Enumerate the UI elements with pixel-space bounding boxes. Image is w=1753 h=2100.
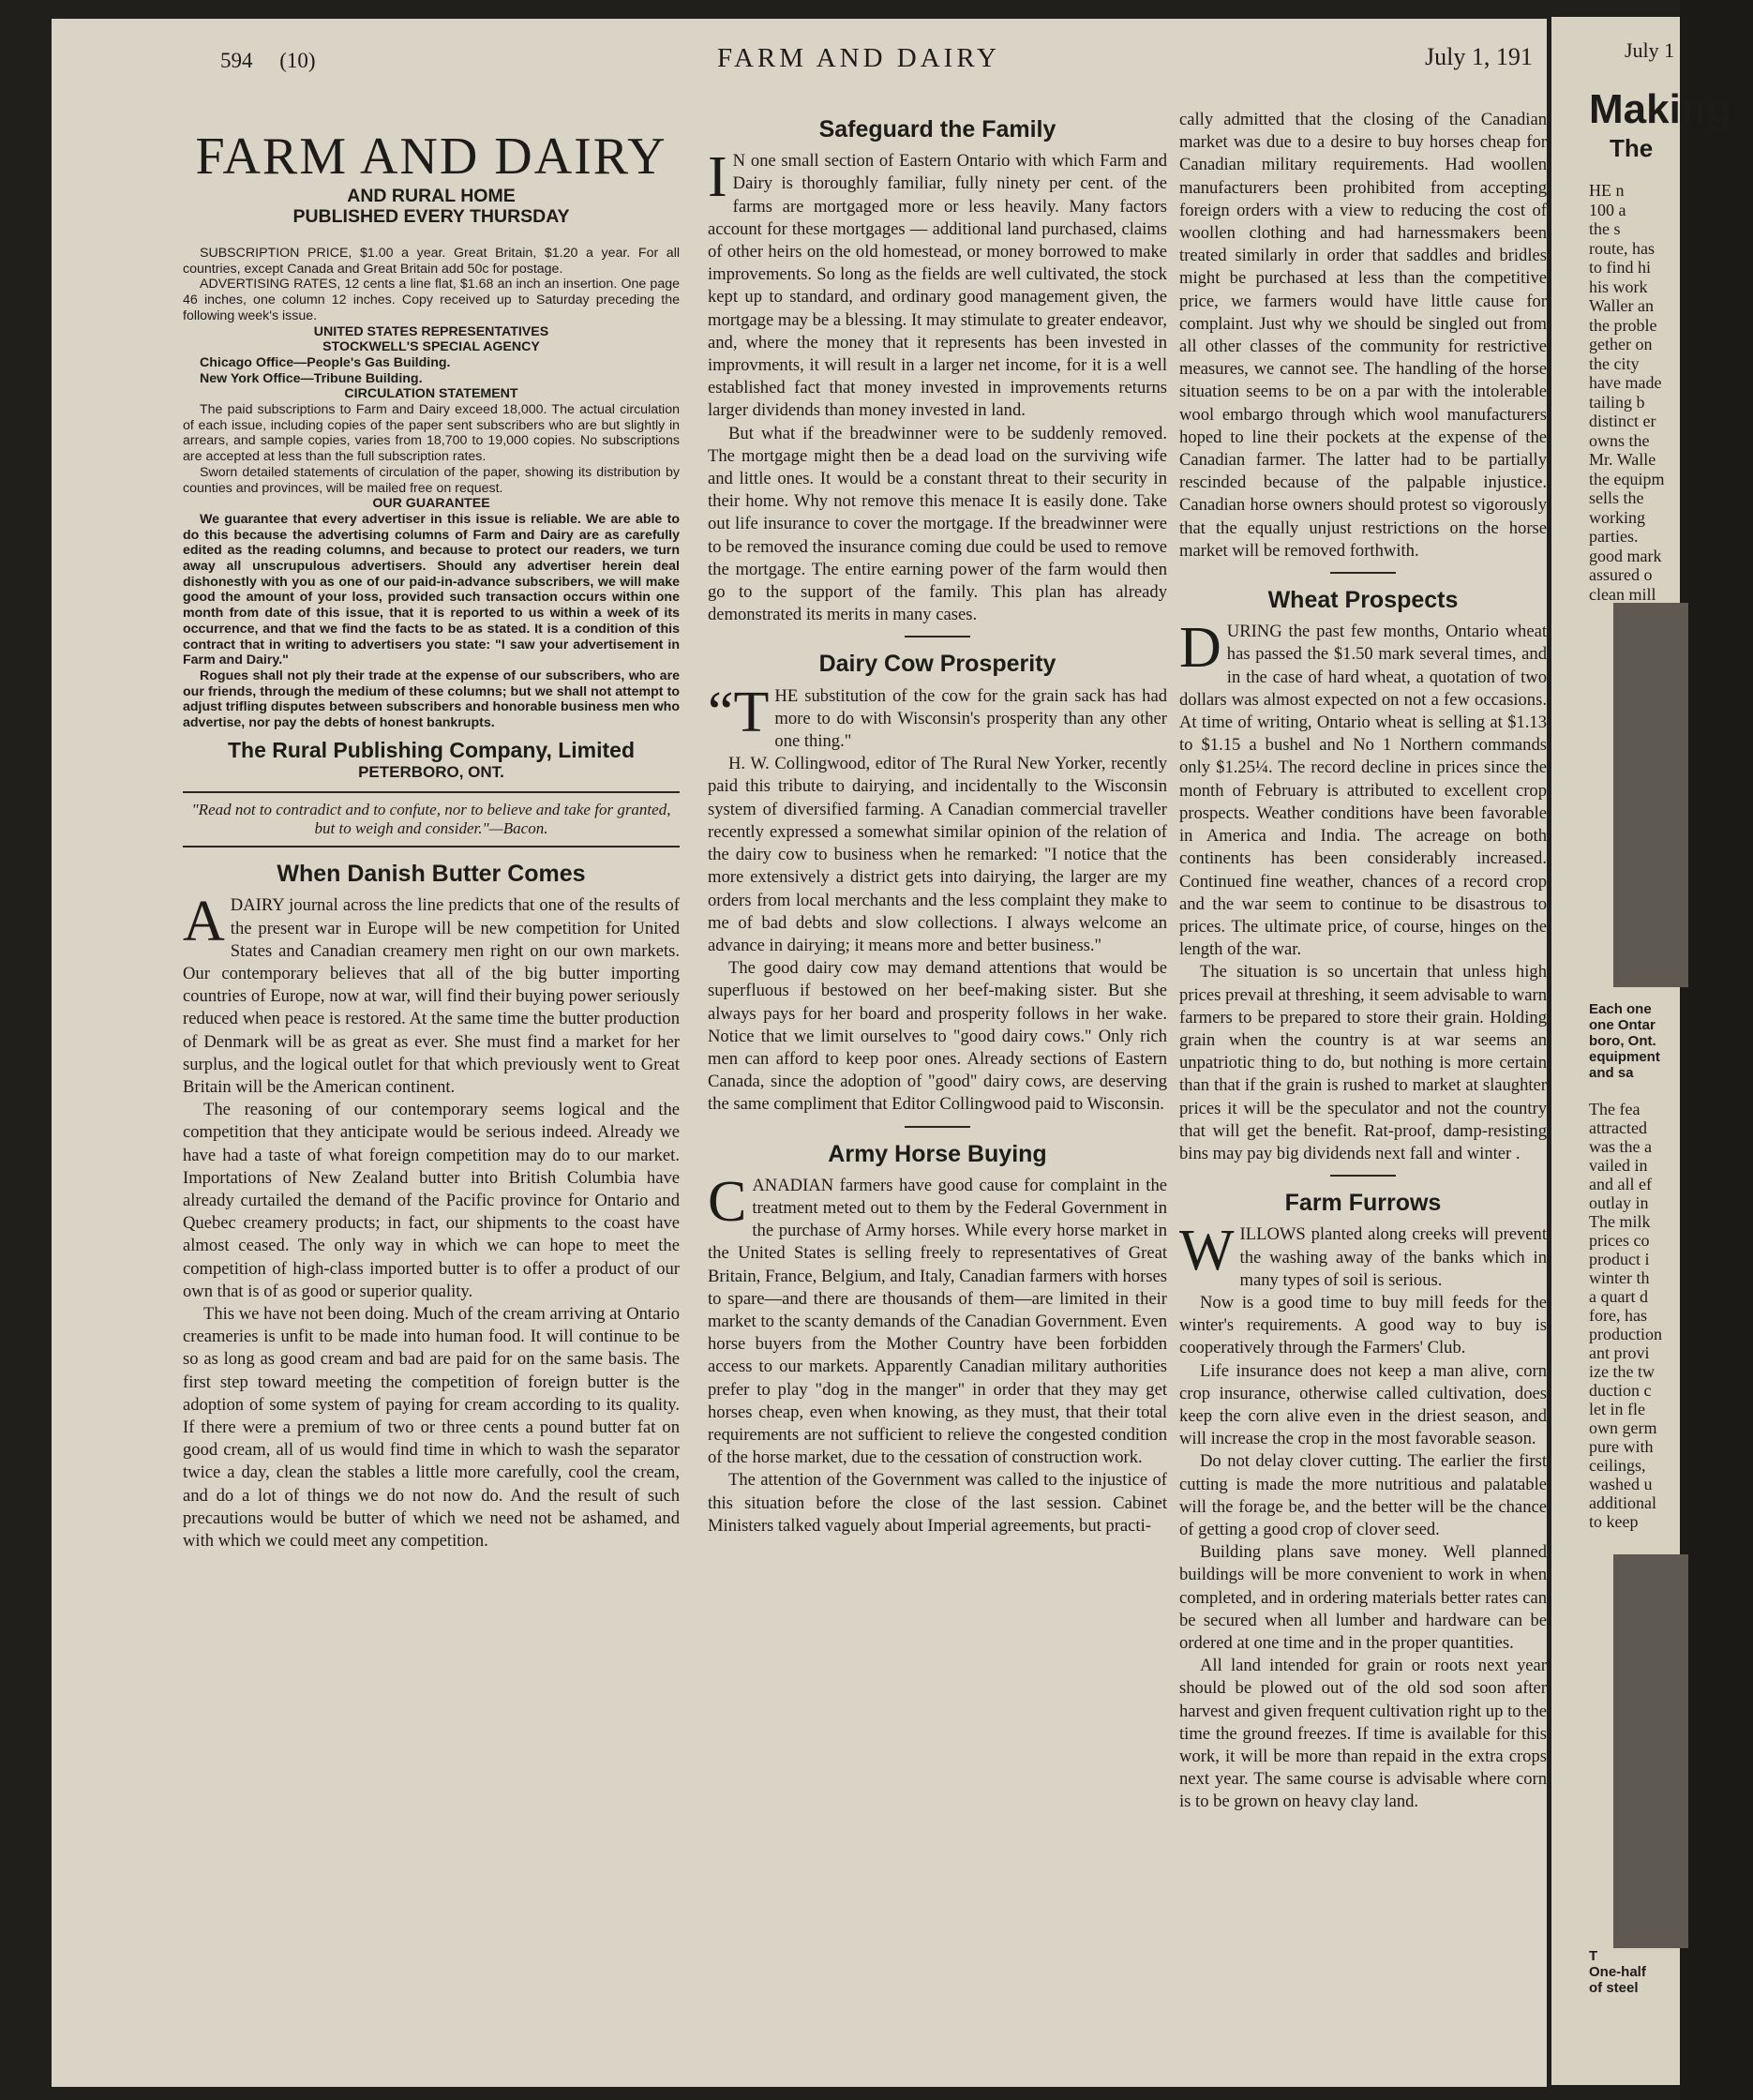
advertising-text: ADVERTISING RATES, 12 cents a line flat, $1.68 an inch an insertion. One page 46 inches, one column 12 inches. Copy received up to Saturday preceding the following week's issue. [183, 277, 680, 323]
publisher-name: The Rural Publishing Company, Limited [227, 737, 636, 762]
text-line: HE n [1589, 181, 1625, 200]
text-line: a quart d [1589, 1287, 1648, 1306]
text-line: owns the [1589, 430, 1650, 450]
text-line: tailing b [1589, 392, 1645, 412]
text-line: the s [1589, 219, 1621, 238]
text-line: clean mill [1589, 584, 1656, 604]
column-3 [1179, 109, 1547, 1814]
armyhorse-para-1: CANADIAN farmers have good cause for complaint in the treatment meted out to them by the Federal Government in the purchase of Army horses. While every horse market in the United States is selling freely to representatives of Great Britain, France, Belgium, and Italy, Canadian farmers with horses to spare—and there are thousands of them—are limited in their market to the scanty demands of the Canadian Government. Even horse buyers from the Mother Country have been forbidden access to our markets. Apparently Canadian military authorities prefer to play "dog in the manger" in order that they may get horses cheap, even when knowing, as they must, that their total requirements are not sufficient to relieve the congested condition of the horse market, due to the cessation of construction work. [708, 1169, 1167, 1468]
text-line: to find hi [1589, 258, 1651, 277]
text-line: gether on [1589, 335, 1653, 353]
wheat-para-1: DURING the past few months, Ontario wheat has passed the $1.50 mark several times, and in the case of hard wheat, a quotation of two dollars was almost expected on not a few occasions. At time of writing, Ontario wheat is selling at $1.13 to $1.15 a bushel and No 1 Northern commands only $1.25¼. The record decline in prices since the month of February is attributed to excellent crop prospects. Weather conditions have been favorable in America and India. The acreage on both continents has been considerably increased. Continued fine weather, chances of a record crop and the war seem to continue to be disastrous to prices. The ultimate price, of course, hinges on the length of the war. [1179, 616, 1547, 960]
adjacent-photo-1 [1613, 603, 1688, 987]
text-line: fore, has [1589, 1306, 1647, 1325]
furrows-heading: Farm Furrows [1284, 1190, 1442, 1217]
bacon-quote: "Read not to contradict and to confute, nor to believe and take for granted, but to weigh and consider."—Bacon. [183, 791, 680, 848]
circulation-heading: CIRCULATION STATEMENT [344, 386, 518, 402]
dairycow-heading: Dairy Cow Prosperity [818, 651, 1056, 678]
section-rule [1330, 1175, 1396, 1177]
text-line: good mark [1589, 546, 1662, 565]
drop-cap: C [708, 1169, 747, 1234]
adjacent-caption-2 [1589, 1948, 1717, 1996]
furrows-para-4: Do not delay clover cutting. The earlier the first cutting is made the more nutritious and palatable will the forage be, and the better will be the chance of getting a good crop of clover seed. [1179, 1451, 1547, 1539]
running-title: FARM AND DAIRY [717, 43, 1001, 73]
text-line: route, has [1589, 238, 1655, 258]
text-line: product i [1589, 1250, 1650, 1268]
text-line: ant provi [1589, 1343, 1650, 1362]
chicago-office: Chicago Office—People's Gas Building. [200, 354, 451, 370]
armyhorse-heading: Army Horse Buying [828, 1140, 1047, 1167]
danish-heading: When Danish Butter Comes [277, 861, 586, 888]
text-line: 100 a [1589, 200, 1626, 219]
text-line: one Ontar [1589, 1017, 1656, 1033]
section-rule [905, 1126, 970, 1128]
masthead-details [183, 246, 680, 731]
text-line: to keep [1589, 1512, 1639, 1531]
text-line: let in fle [1589, 1400, 1645, 1418]
armyhorse-para-2: The attention of the Government was called to the injustice of this situation before the close of the last session. Cabinet Ministers talked vaguely about Imperial agreements, but practi- [708, 1470, 1167, 1536]
dairycow-para-1: “THE substitution of the cow for the grain sack has had more to do with Wisconsin's prosperity than any other one thing." [708, 680, 1167, 752]
circulation-text-2: Sworn detailed statements of circulation of the paper, showing its distribution by counties and provinces, will be mailed free on request. [183, 464, 680, 496]
drop-cap: A [183, 890, 225, 954]
furrows-para-1: WILLOWS planted along creeks will prevent the washing away of the banks which in many types of soil is serious. [1179, 1219, 1547, 1290]
guarantee-text-2: Rogues shall not ply their trade at the expense of our subscribers, who are our friends, through the medium of these columns; but we shall not attempt to adjust trifling disputes between subscribers and honorable business men who advertise, nor pay the debts of honest bankrupts. [183, 668, 680, 731]
text-line: have made [1589, 373, 1662, 392]
column-1 [183, 109, 680, 1552]
wheat-heading: Wheat Prospects [1267, 587, 1459, 614]
adjacent-text-2 [1589, 1100, 1717, 1531]
text-line: own germ [1589, 1418, 1657, 1437]
text-line: outlay in [1589, 1193, 1649, 1212]
text-line: production [1589, 1325, 1662, 1343]
text-line: the proble [1589, 315, 1657, 335]
text-line: and all ef [1589, 1175, 1652, 1193]
subscription-text: SUBSCRIPTION PRICE, $1.00 a year. Great Britain, $1.20 a year. For all countries, except Canada and Great Britain add 50c for postage. [183, 246, 680, 277]
safeguard-para-1: I N one small section of Eastern Ontario with which Farm and Dairy is thoroughly familiar, fully ninety per cent. of the farms are mortgaged more or less heavily. Many factors account for these mortgages — additional land purchased, claims of other heirs on the old homestead, or money borrowed to make improvements. So long as the fields are well cultivated, the stock kept up to standard, and ordinary good management given, the mortgage may be a blessing. It may stimulate to greater endeavor, and, where the money that it represents has been invested in improvments, it will result in a larger net income, for it is a well established fact that money invested in improvements returns larger dividends than money invested in land. [708, 145, 1167, 421]
text-line: Each one [1589, 1001, 1652, 1017]
publisher-city: PETERBORO, ONT. [358, 763, 504, 781]
adjacent-text-1 [1589, 181, 1717, 604]
text-line: winter th [1589, 1268, 1650, 1287]
adjacent-caption-1 [1589, 1001, 1717, 1081]
danish-para-3: This we have not been doing. Much of the cream arriving at Ontario creameries is unfit to be made into human food. It will continue to be so as long as good cream and bad are paid for on the same basis. The first step toward meeting the competition of foreign butter is the adoption of some system of paying for cream according to its quality. If there were a premium of two or three cents a pound butter fat on good cream, all of us would find time in which to wash the separator twice a day, clean the stables a little more carefully, cool the cream, and do a lot of things we do not now do. And the result of such precautions would be butter of which we need not be ashamed, and with which we could meet any competition. [183, 1304, 680, 1552]
furrows-para-6: All land intended for grain or roots next year should be plowed out of the old sod soon after harvest and given frequent cultivation right up to the time the ground freezes. If time is available for this work, it will be more than repaid in the extra crops next year. The same course is advisable where corn is to be grown on heavy clay land. [1179, 1656, 1547, 1812]
agency-name: STOCKWELL'S SPECIAL AGENCY [322, 339, 540, 355]
text-line: duction c [1589, 1381, 1652, 1400]
adjacent-subhead: The [1610, 134, 1654, 162]
adjacent-page [1551, 17, 1731, 2085]
masthead-title: FARM AND DAIRY [195, 128, 667, 186]
text-line: ize the tw [1589, 1362, 1655, 1381]
text-line: washed u [1589, 1475, 1653, 1493]
drop-cap: “T [708, 680, 770, 744]
danish-para-2: The reasoning of our contemporary seems logical and the competition that they anticipate would be serious indeed. Already we have had a taste of what foreign competition may do to our market. Importations of New Zealand butter into British Columbia have already curtailed the demand of the Pacific province for Ontario and Quebec creamery products; in fact, our shipments to the coast have almost ceased. The only way in which we can hope to meet the competition of high-class imported butter is to offer a product of our own that is of as good or superior quality. [183, 1100, 680, 1301]
text-line: The milk [1589, 1212, 1651, 1231]
text-line: boro, Ont. [1589, 1033, 1656, 1049]
text-line: the city [1589, 353, 1640, 373]
adjacent-headline: Making [1589, 86, 1731, 132]
section-rule [905, 636, 970, 638]
text-line: attracted [1589, 1118, 1647, 1137]
text-line: The fea [1589, 1100, 1641, 1118]
newspaper-page [52, 19, 1547, 2087]
section-rule [1330, 572, 1396, 574]
danish-para-1: ADAIRY journal across the line predicts that one of the results of the present war in Europe will be new competition for United States and Canadian creamery men right on our own markets. Our contemporary believes that all of the big butter importing countries of Europe, now at war, will find their buying power seriously reduced when peace is restored. At the same time the butter production of Denmark will be as great as ever. She must find a market for her surplus, and the logical outlet for that which previously went to Great Britain will be the American continent. [183, 890, 680, 1098]
text-line: and sa [1589, 1065, 1634, 1081]
text-line: his work [1589, 277, 1648, 296]
text-line: Mr. Walle [1589, 450, 1656, 469]
drop-cap: W [1179, 1219, 1235, 1283]
dairycow-para-3: The good dairy cow may demand attentions that would be superfluous if bestowed on her beef-making sister. But she always pays for her board and prosperity follows in her wake. Notice that we limit ourselves to "good dairy cows." Only rich men can afford to keep poor ones. Already sections of Eastern Canada, since the adoption of "good" dairy cows, are deserving the same compliment that Editor Collingwood paid to Wisconsin. [708, 958, 1167, 1115]
text-line: prices co [1589, 1231, 1650, 1250]
text-line: parties. [1589, 527, 1639, 546]
text-line: equipment [1589, 1049, 1660, 1065]
drop-cap: I [708, 145, 727, 210]
wheat-para-2: The situation is so uncertain that unless high prices prevail at threshing, it seem advisable to warn farmers to be prepared to store their grain. Holding grain when the country is at war seems an unpatriotic thing to do, but nothing is more certain than that if the grain is rushed to market at slaughter prices it will be the speculator and not the country that will get the benefit. Rat-proof, damp-resisting bins may pay big dividends next fall and winter . [1179, 962, 1547, 1163]
text-line: working [1589, 507, 1645, 527]
adjacent-photo-2 [1613, 1554, 1688, 1948]
text-line: was the a [1589, 1137, 1652, 1156]
masthead-subtitle-2: PUBLISHED EVERY THURSDAY [292, 206, 570, 227]
furrows-para-5: Building plans save money. Well planned buildings will be more convenient to work in when completed, and in ordering materials better rates can be secured when all lumber and hardware can be ordered at one time and in the proper quantities. [1179, 1542, 1547, 1653]
column-2 [708, 109, 1167, 1538]
circulation-text-1: The paid subscriptions to Farm and Dairy exceed 18,000. The actual circulation of each issue, including copies of the paper sent subscribers who are but slightly in arrears, and sample copies, varies from 18,700 to 19,000 copies. No subscriptions are accepted at less than the full subscription rates. [183, 402, 680, 465]
guarantee-heading: OUR GUARANTEE [372, 496, 490, 512]
furrows-para-2: Now is a good time to buy mill feeds for the winter's requirements. A good way to buy is cooperatively through the Farmers' Club. [1179, 1292, 1547, 1358]
text-line: Waller an [1589, 296, 1655, 315]
text-line: One-half [1589, 1964, 1646, 1980]
text-line: vailed in [1589, 1156, 1648, 1175]
dairycow-para-2: H. W. Collingwood, editor of The Rural New Yorker, recently paid this tribute to dairying, and incidentally to the Wisconsin system of diversified farming. A Canadian commercial traveller recently expressed a somewhat similar opinion of the relation of the dairy cow to business when he remarked: "I notice that the more extensively a district gets into dairying, the larger are my orders from local merchants and the less complaint they make to me of bad debts and slow collections. I always welcome an advance in dairying; it means more and better business." [708, 754, 1167, 955]
text-line: T [1589, 1948, 1598, 1964]
page-number: 594 (10) [220, 49, 316, 72]
text-line: the equipm [1589, 469, 1665, 488]
text-line: pure with [1589, 1437, 1654, 1456]
drop-cap: D [1179, 616, 1221, 681]
us-reps-heading: UNITED STATES REPRESENTATIVES [313, 323, 549, 339]
text-line: of steel [1589, 1980, 1639, 1996]
furrows-para-3: Life insurance does not keep a man alive, corn crop insurance, otherwise called cultivation, does keep the corn alive even in the driest season, and will increase the crop in the most favorable season. [1179, 1360, 1547, 1449]
adjacent-page-date: July 1 [1625, 38, 1675, 62]
text-line: sells the [1589, 488, 1644, 507]
page-date: July 1, 191 [1425, 43, 1533, 70]
text-line: ceilings, [1589, 1456, 1646, 1475]
armyhorse-para-3: cally admitted that the closing of the Canadian market was due to a desire to buy horses cheap for Canadian military requirements. Had woollen manufacturers been prohibited from accepting foreign orders with a view to reducing the cost of woollen clothing and had harnessmakers been treated similarly in order that saddles and bridles might be purchased at less than the competitive price, we farmers would have little cause for complaint. Just why we should be singled out from all other classes of the community for restrictive measures, we cannot see. The handling of the horse situation seems to be on a par with the intolerable wool embargo through which wool manufacturers hoped to line their pockets at the expense of the Canadian farmer. The latter had to be partially rescinded because of the palpable injustice. Canadian horse owners should protest so vigorously that the equally unjust restrictions on the horse market will be removed forthwith. [1179, 110, 1547, 561]
safeguard-heading: Safeguard the Family [818, 116, 1056, 142]
text-line: additional [1589, 1493, 1656, 1512]
newyork-office: New York Office—Tribune Building. [200, 370, 423, 386]
text-line: assured o [1589, 565, 1653, 584]
safeguard-para-2: But what if the breadwinner were to be suddenly removed. The mortgage might then be a dead load on the surviving wife and little ones. It would be a constant threat to their security in their home. Why not remove this menace It is easily done. Take out life insurance to cover the mortgage. If the breadwinner were to be removed the insurance coming due could be used to remove the mortgage. The entire earning power of the farm would then go to the support of the family. This plan has already demonstrated its merits in many cases. [708, 423, 1167, 625]
text-line: distinct er [1589, 412, 1656, 430]
masthead-subtitle-1: AND RURAL HOME [347, 186, 516, 206]
guarantee-text-1: We guarantee that every advertiser in this issue is reliable. We are able to do this because the advertising columns of Farm and Dairy are as carefully edited as the reading columns, and because to protect our readers, we turn away all unscrupulous advertisers. Should any advertiser herein deal dishonestly with you as one of our paid-in-advance subscribers, we will make good the amount of your loss, provided such transaction occurs within one month from date of this issue, that it is reported to us within a week of its occurrence, and that we find the facts to be as stated. It is a condition of this contract that in writing to advertisers you state: "I saw your advertisement in Farm and Dairy." [183, 511, 680, 668]
